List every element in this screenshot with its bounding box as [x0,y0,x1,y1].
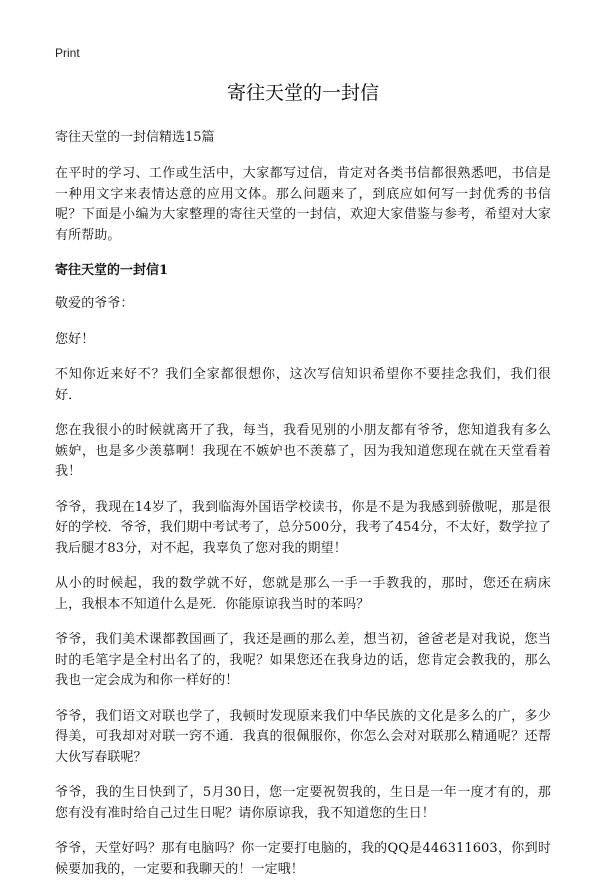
letter-paragraph: 从小的时候起，我的数学就不好，您就是那么一手一手教我的，那时，您还在病床上，我根本不知道什么是死．你能原谅我当时的苯吗？ [55,576,551,612]
letter-paragraph: 不知你近来好不？我们全家都很想你，这次写信知识希望你不要挂念我们，我们很好． [55,367,551,403]
intro-paragraph: 在平时的学习、工作或生活中，大家都写过信，肯定对各类书信都很熟悉吧，书信是一种用文字来表情达意的应用文体。那么问题来了，到底应如何写一封优秀的书信呢？下面是小编为大家整理的寄往天堂的一封信，欢迎大家借鉴与参考，希望对大家有所帮助。 [55,166,551,243]
letter-salutation: 敬爱的爷爷： [55,296,134,311]
letter-paragraph: 爷爷，我们美术课都教国画了，我还是画的那么差，想当初，爸爸老是对我说，您当时的毛笔字是全村出名了的，我呢？如果您还在我身边的话，您肯定会教我的，那么我也一定会成为和你一样好的！ [55,632,551,688]
document-body [55,80,551,895]
letter-paragraph: 您在我很小的时候就离开了我，每当，我看见别的小朋友都有爷爷，您知道我有多么嫉妒，也是多少羡慕啊！我现在不嫉妒也不羡慕了，因为我知道您现在就在天堂看着我！ [55,423,551,479]
letter-paragraph: 爷爷，我的生日快到了，5月30日，您一定要祝贺我的，生日是一年一度才有的，那您有没有准时给自己过生日呢？请你原谅我，我不知道您的生日！ [55,785,551,821]
section-heading: 寄往天堂的一封信1 [55,263,169,278]
print-link[interactable]: Print [55,46,80,60]
letter-paragraph: 爷爷，我现在14岁了，我到临海外国语学校读书，你是不是为我感到骄傲呢，那是很好的学校．爷爷，我们期中考试考了，总分500分，我考了454分，不太好，数学拉了我后腿才83分，对不起，我辜负了您对我的期望！ [55,499,551,556]
document-title: 寄往天堂的一封信 [226,82,379,104]
document-subtitle: 寄往天堂的一封信精选15篇 [55,130,215,145]
letter-greeting: 您好！ [55,331,95,347]
letter-paragraph: 爷爷，我们语文对联也学了，我顿时发现原来我们中华民族的文化是多么的广，多少得美，可我却对对联一窍不通．我真的很佩服你，你怎么会对对联那么精通呢？还帮大伙写春联呢？ [55,708,551,765]
letter-paragraph: 爷爷，天堂好吗？那有电脑吗？你一定要打电脑的，我的QQ是446311603，你到时候要加我的，一定要和我聊天的！一定哦！ [55,841,551,877]
